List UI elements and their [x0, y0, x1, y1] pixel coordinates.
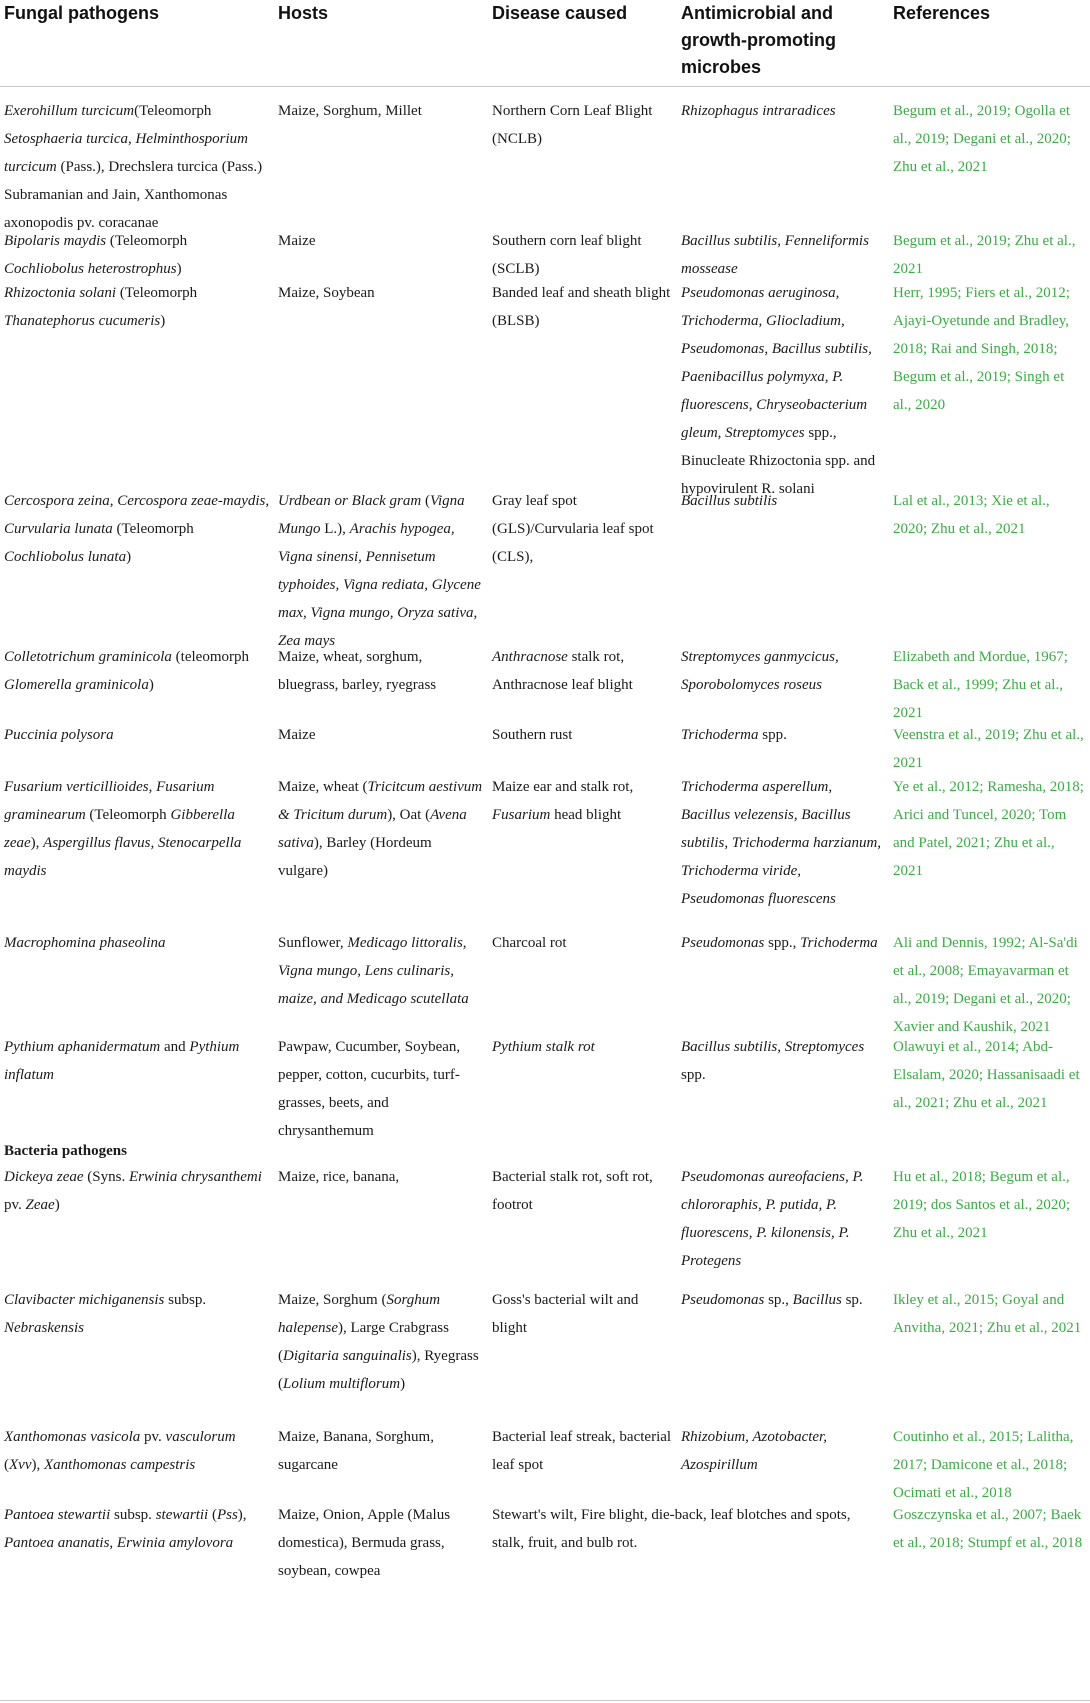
microbes-cell: Streptomyces ganmycicus, Sporobolomyces roseus	[681, 649, 839, 693]
pathogen-cell: Fusarium verticillioides, Fusarium graminearum (Teleomorph Gibberella zeae), Aspergillus flavus, Stenocarpella maydis	[4, 779, 242, 879]
pathogen-cell: Dickeya zeae (Syns. Erwinia chrysanthemi pv. Zeae)	[4, 1169, 262, 1213]
disease-cell: Goss's bacterial wilt and blight	[492, 1292, 639, 1336]
disease-cell: Charcoal rot	[492, 935, 567, 951]
table-row	[0, 97, 1090, 231]
reference-links[interactable]: Hu et al., 2018; Begum et al., 2019; dos Santos et al., 2020; Zhu et al., 2021	[893, 1169, 1071, 1241]
reference-links[interactable]: Coutinho et al., 2015; Lalitha, 2017; Damicone et al., 2018; Ocimati et al., 2018	[893, 1429, 1074, 1501]
reference-links[interactable]: Ikley et al., 2015; Goyal and Anvitha, 2021; Zhu et al., 2021	[893, 1292, 1082, 1336]
table-row	[0, 1286, 1090, 1423]
disease-cell: Maize ear and stalk rot, Fusarium head blight	[492, 779, 634, 823]
pathogen-cell: Clavibacter michiganensis subsp. Nebraskensis	[4, 1292, 207, 1336]
reference-links[interactable]: Ali and Dennis, 1992; Al-Sa'di et al., 2008; Emayavarman et al., 2019; Degani et al., 2020; Xavier and Kaushik, 2021	[893, 935, 1078, 1035]
pathogen-cell: Pythium aphanidermatum and Pythium inflatum	[4, 1039, 240, 1083]
disease-cell: Bacterial stalk rot, soft rot, footrot	[492, 1169, 653, 1213]
reference-links[interactable]: Olawuyi et al., 2014; Abd-Elsalam, 2020; Hassanisaadi et al., 2021; Zhu et al., 2021	[893, 1039, 1080, 1111]
disease-cell: Banded leaf and sheath blight (BLSB)	[492, 285, 671, 329]
table-row	[0, 929, 1090, 1033]
microbes-cell: Bacillus subtilis, Streptomyces spp.	[681, 1039, 865, 1083]
disease-cell: Southern corn leaf blight (SCLB)	[492, 233, 642, 277]
pathogen-cell: Rhizoctonia solani (Teleomorph Thanatephorus cucumeris)	[4, 285, 198, 329]
reference-links[interactable]: Begum et al., 2019; Ogolla et al., 2019; Degani et al., 2020; Zhu et al., 2021	[893, 103, 1071, 175]
pathogen-cell: Puccinia polysora	[4, 727, 114, 743]
table-row	[0, 279, 1090, 497]
microbes-cell: Rhizobium, Azotobacter, Azospirillum	[681, 1429, 827, 1473]
table-row	[0, 227, 1090, 279]
header-references: References	[893, 3, 991, 23]
microbes-cell: Pseudomonas spp., Trichoderma	[681, 935, 878, 951]
hosts-cell: Urdbean or Black gram (Vigna Mungo L.), Arachis hypogea, Vigna sinensi, Pennisetum typhoides, Vigna rediata, Glycene max, Vigna mungo, Oryza sativa, Zea mays	[278, 493, 481, 649]
reference-links[interactable]: Elizabeth and Mordue, 1967; Back et al., 1999; Zhu et al., 2021	[893, 649, 1068, 721]
hosts-cell: Maize	[278, 727, 316, 743]
table-header-row	[0, 0, 1090, 87]
pathogen-cell: Exerohillum turcicum(Teleomorph Setosphaeria turcica, Helminthosporium turcicum (Pass.), Drechslera turcica (Pass.) Subramanian and Jain, Xanthomonas axonopodis pv. coracanae	[4, 103, 263, 231]
hosts-cell: Maize, Onion, Apple (Malus domestica), Bermuda grass, soybean, cowpea	[278, 1507, 451, 1579]
pathogen-cell: Colletotrichum graminicola (teleomorph Glomerella graminicola)	[4, 649, 249, 693]
header-hosts: Hosts	[278, 3, 329, 23]
microbes-cell: Trichoderma asperellum, Bacillus velezensis, Bacillus subtilis, Trichoderma harzianum, Trichoderma viride, Pseudomonas fluorescens	[681, 779, 882, 907]
pathogen-cell: Pantoea stewartii subsp. stewartii (Pss), Pantoea ananatis, Erwinia amylovora	[4, 1507, 247, 1551]
table-row	[0, 1423, 1090, 1501]
reference-links[interactable]: Ye et al., 2012; Ramesha, 2018; Arici and Tuncel, 2020; Tom and Patel, 2021; Zhu et al., 2021	[893, 779, 1084, 879]
pathogen-cell: Cercospora zeina, Cercospora zeae-maydis, Curvularia lunata (Teleomorph Cochliobolus lunata)	[4, 493, 270, 565]
disease-cell: Southern rust	[492, 727, 573, 743]
table-row	[0, 773, 1090, 929]
header-microbes: Antimicrobial and growth-promoting microbes	[681, 3, 836, 77]
section-heading-row	[0, 1137, 1090, 1163]
hosts-cell: Maize, Banana, Sorghum, sugarcane	[278, 1429, 434, 1473]
hosts-cell: Sunflower, Medicago littoralis, Vigna mungo, Lens culinaris, maize, and Medicago scutellata	[278, 935, 469, 1007]
hosts-cell: Maize	[278, 233, 316, 249]
table-row	[0, 1501, 1090, 1591]
table-row	[0, 487, 1090, 649]
bottom-rule	[0, 1700, 1090, 1701]
reference-links[interactable]: Goszczynska et al., 2007; Baek et al., 2018; Stumpf et al., 2018	[893, 1507, 1083, 1551]
pathogen-cell: Macrophomina phaseolina	[4, 935, 166, 951]
microbes-cell: Bacillus subtilis	[681, 493, 778, 509]
reference-links[interactable]: Lal et al., 2013; Xie et al., 2020; Zhu et al., 2021	[893, 493, 1050, 537]
table-row	[0, 643, 1090, 721]
hosts-cell: Maize, Sorghum, Millet	[278, 103, 422, 119]
hosts-cell: Maize, rice, banana,	[278, 1169, 400, 1185]
reference-links[interactable]: Herr, 1995; Fiers et al., 2012; Ajayi-Oyetunde and Bradley, 2018; Rai and Singh, 2018; Begum et al., 2019; Singh et al., 2020	[893, 285, 1070, 413]
table-row	[0, 1163, 1090, 1286]
microbes-cell: Rhizophagus intraradices	[681, 103, 836, 119]
microbes-cell: Pseudomonas aureofaciens, P. chlororaphis, P. putida, P. fluorescens, P. kilonensis, P. Protegens	[681, 1169, 864, 1269]
disease-cell: Northern Corn Leaf Blight (NCLB)	[492, 103, 653, 147]
header-disease: Disease caused	[492, 3, 628, 23]
section-heading: Bacteria pathogens	[4, 1143, 127, 1159]
hosts-cell: Maize, Sorghum (Sorghum halepense), Large Crabgrass (Digitaria sanguinalis), Ryegrass (Lolium multiflorum)	[278, 1292, 479, 1392]
pathogen-cell: Xanthomonas vasicola pv. vasculorum (Xvv), Xanthomonas campestris	[4, 1429, 236, 1473]
microbes-cell: Trichoderma spp.	[681, 727, 787, 743]
disease-cell: Bacterial leaf streak, bacterial leaf spot	[492, 1429, 672, 1473]
disease-cell: Pythium stalk rot	[492, 1039, 595, 1055]
table-row	[0, 1033, 1090, 1137]
microbes-cell: Bacillus subtilis, Fenneliformis mossease	[681, 233, 869, 277]
reference-links[interactable]: Begum et al., 2019; Zhu et al., 2021	[893, 233, 1076, 277]
hosts-cell: Maize, Soybean	[278, 285, 375, 301]
disease-cell: Gray leaf spot (GLS)/Curvularia leaf spot (CLS),	[492, 493, 654, 565]
table-row	[0, 721, 1090, 773]
reference-links[interactable]: Veenstra et al., 2019; Zhu et al., 2021	[893, 727, 1084, 771]
microbes-cell: Pseudomonas sp., Bacillus sp.	[681, 1292, 863, 1308]
disease-cell: Anthracnose stalk rot, Anthracnose leaf blight	[492, 649, 633, 693]
hosts-cell: Pawpaw, Cucumber, Soybean, pepper, cotton, cucurbits, turf-grasses, beets, and chrysanthemum	[278, 1039, 461, 1139]
disease-cell: Stewart's wilt, Fire blight, die-back, leaf blotches and spots, stalk, fruit, and bulb rot.	[492, 1507, 851, 1551]
hosts-cell: Maize, wheat (Tricitcum aestivum & Tricitum durum), Oat (Avena sativa), Barley (Hordeum vulgare)	[278, 779, 483, 879]
hosts-cell: Maize, wheat, sorghum, bluegrass, barley, ryegrass	[278, 649, 437, 693]
header-pathogen: Fungal pathogens	[4, 3, 159, 23]
microbes-cell: Pseudomonas aeruginosa, Trichoderma, Gliocladium, Pseudomonas, Bacillus subtilis, Paenibacillus polymyxa, P. fluorescens, Chryseobacterium gleum, Streptomyces spp., Binucleate Rhizoctonia spp. and hypovirulent R. solani	[681, 285, 876, 497]
pathogen-cell: Bipolaris maydis (Teleomorph Cochliobolus heterostrophus)	[4, 233, 188, 277]
